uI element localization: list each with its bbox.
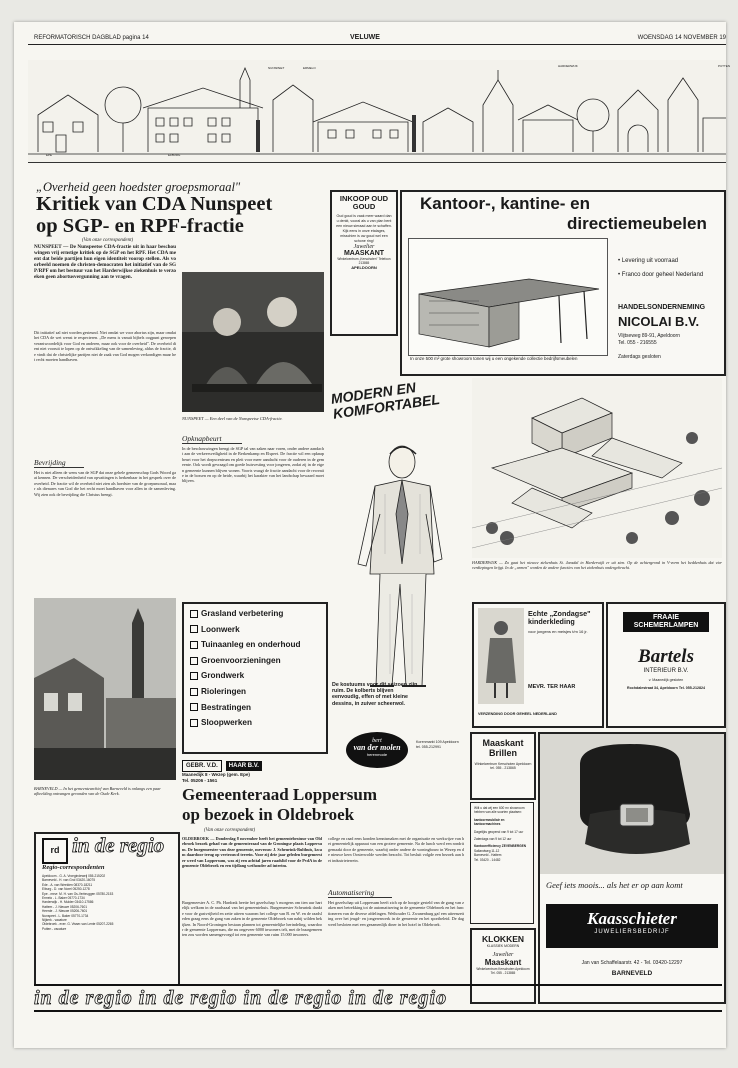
ad-fashion-brand-2: van der molen bbox=[353, 743, 401, 752]
ad-kantoor-line-6: Sallandweg 11-12 bbox=[474, 848, 500, 853]
header-right: WOENSDAG 14 NOVEMBER 19 bbox=[637, 35, 726, 41]
ad-klokken-title: KLOKKEN bbox=[481, 934, 525, 944]
ad-ter-haar-subtitle: voor jongens en meisjes t/m 16 jr. bbox=[528, 629, 588, 634]
hospital-caption: HARDERWIJK — Zo gaat het nieuwe ziekenhuis St. Jansdal in Harderwijk er uit zien. Op de achtergrond in V-vorm het beddenhuis dat vier verdiepingen krijgt. In de „armen" worden de andere functies van het ziekenhuis ondergebracht. bbox=[472, 560, 722, 570]
ad-kantoor-line-4: Zaterdags van 9 tot 12 uur bbox=[474, 837, 512, 842]
second-headline-2: op bezoek in Oldebroek bbox=[182, 805, 355, 824]
ad-nicolai-phone: Tel. 055 - 216555 bbox=[618, 340, 657, 346]
ad-gold-title: INKOOP OUD GOUD bbox=[339, 194, 389, 211]
ad-gebr-item: Grondwerk bbox=[190, 668, 320, 684]
ad-bartels-sub: INTERIEUR B.V. bbox=[643, 668, 689, 674]
desk-illustration bbox=[409, 239, 607, 355]
checkbox-icon bbox=[190, 688, 198, 696]
ad-brillen-phone: tel. 055 - 213865 bbox=[490, 766, 516, 771]
ad-fashion-brand-3: herenmode bbox=[366, 752, 388, 757]
ad-nicolai-desk-image bbox=[408, 238, 608, 356]
regio-line: Hattem - J. Nieuwe 05206-7601 bbox=[42, 904, 88, 909]
regio-line: Epe - mevr. M. H. van Os-Verbruggen 05780-2153 bbox=[42, 891, 114, 896]
church-photo bbox=[34, 598, 176, 780]
ad-gebr-logo bbox=[182, 754, 324, 770]
second-body-3: college en raad eens konden kennismaken met de organisatie en werkwijze van het gemeentelijk apparaat van een grotere gemeente. Na de lunch werd een rondrit gemaakt door de gemeente, waarbij onder andere de woningbouw in Wezep en de nieuwe kern Oosterwolde werden bezocht. Tot besluit volgde een bezoek aan het industrieterrein. bbox=[328, 836, 464, 863]
lead-headline-2: op SGP- en RPF-fractie bbox=[36, 215, 244, 237]
ad-ter-haar-mail: VERZENDING DOOR GEHEEL NEDERLAND bbox=[478, 712, 557, 716]
ad-kaasschieter-logo bbox=[546, 904, 718, 948]
ad-fashion-logo bbox=[346, 732, 408, 768]
regio-line: Apeldoorn - G. A. Vroegindeweij 055-215202 bbox=[42, 874, 106, 878]
lead-body-2: Het is niet alleen de wens van de SGP dat onze gehele gemeenschap Gods Woord gaat kennen. De verscheidenheid van opvattingen is herkenbaar in het gesprek over de overheid. De fractie wil de overheid niet zien als hoedster van de groepsmoraal, maar als dienares van God die het recht moet handhaven voor allen in de samenleving. Wij zien ook de bevrijding die Christus brengt. bbox=[34, 470, 176, 497]
ad-kantoor-line-5: Kantoorefficiency ZEVENBERGEN bbox=[474, 844, 527, 849]
regio-line: Ede - A. van Weelden 08370-18211 bbox=[42, 882, 93, 887]
banner-label-elburg: ELBURG bbox=[168, 153, 181, 157]
ad-nicolai-company-type: HANDELSONDERNEMING bbox=[618, 304, 706, 311]
second-body-1: OLDEBROEK — Donderdag 8 november heeft het gemeentebestuur van Oldebroek bezoek gehad van de gemeenteraad van de Groningse plaats Loppersum. De burgemeester van deze gemeente, mevrouw J. Scheurink-Bulthuis, kwam daardoor terug op vertrouwd terrein. Voor zij drie jaar geleden burgemeester werd van Loppersum, was zij een achttal jaren raadslid voor de PvdA in de gemeente Oldebroek en een tijdlang wethouder ad interim. bbox=[182, 836, 322, 869]
checkbox-icon bbox=[190, 719, 198, 727]
church-photo-image bbox=[34, 598, 176, 780]
ad-gebr-item: Loonwerk bbox=[190, 622, 320, 638]
ad-bert-van-der-molen bbox=[330, 374, 468, 774]
ad-bartels-brand: Bartels bbox=[638, 646, 694, 667]
regio-brand: in de regio bbox=[72, 833, 165, 857]
ad-maaskant-brillen bbox=[470, 732, 536, 800]
ad-bartels-sign-2: SCHEMERLAMPEN bbox=[633, 622, 699, 629]
lead-byline: (Van onze correspondent) bbox=[82, 238, 134, 243]
ad-nicolai-address: Vlijtseweg 89-91, Apeldoorn bbox=[618, 333, 680, 339]
ad-gold-city: APELDOORN bbox=[351, 265, 377, 270]
second-subhead-automatisering: Automatisering bbox=[328, 888, 392, 898]
newspaper-page bbox=[14, 22, 730, 1048]
ad-bartels-address: Rochdalestraat 34, Apeldoorn Tel. 055-212824 bbox=[627, 686, 705, 690]
girl-figure-icon bbox=[478, 608, 524, 704]
hospital-illustration bbox=[472, 378, 722, 558]
header-section: VELUWE bbox=[350, 34, 380, 41]
ad-nicolai-hours: Zaterdags gesloten bbox=[618, 354, 661, 360]
ad-kantoor-line-1: Wilt u dat wij een 600 m² showroom hebben van alle soorten plaatsen: bbox=[474, 806, 525, 815]
ring-box-illustration bbox=[540, 734, 724, 874]
ad-gebr-logo-right: HAAR B.V. bbox=[226, 761, 262, 771]
regional-banner bbox=[28, 60, 730, 163]
ad-fashion-headline: MODERN EN KOMFORTABEL bbox=[329, 379, 441, 422]
ad-nicolai-meubelen bbox=[400, 190, 726, 376]
banner-label-epe: EPE bbox=[46, 153, 53, 157]
ad-kaasschieter-slogan: Geef iets moois... als het er op aan komt bbox=[546, 880, 683, 890]
regio-list bbox=[42, 874, 174, 931]
ad-fashion-brand-1: bert bbox=[372, 738, 382, 744]
ad-kaasschieter-address: Jan van Schaffelaarstr. 42 - Tel. 03420-12297 bbox=[581, 960, 683, 966]
header-left: REFORMATORISCH DAGBLAD pagina 14 bbox=[34, 35, 149, 41]
lead-intro: NUNSPEET — De Nunspeetse CDA-fractie uit in haar beschouwingen vrij ernstige kritiek op de SGP en het RPF. Het CDA meent dat beide partijen hun eigen identiteit voorop stellen. Als voorbeeld noemen de christen-democraten het initiatief van de SGP/RPF om het bestuur van het Harderwijkse ziekenhuis te verzoeken geen abortusvergunning aan te vragen. bbox=[34, 244, 176, 281]
regio-line: Putten - vacature bbox=[42, 926, 67, 931]
checkbox-icon bbox=[190, 610, 198, 618]
ad-klokken-address: Winkelcentrum Kerschoten Apeldoorn bbox=[476, 967, 530, 971]
regio-line: Barneveld - H. van Grol 03420-16075 bbox=[42, 878, 95, 883]
ad-kaasschieter bbox=[538, 732, 726, 1004]
ad-bartels-sign bbox=[623, 612, 709, 632]
suit-man-illustration bbox=[330, 424, 468, 704]
regio-line: Ermelo - L. Baker 05770-1734 bbox=[42, 896, 85, 901]
ad-klokken-sub: KLASSIEK MODERN bbox=[486, 944, 520, 948]
regio-line: Nijkerk - vacature bbox=[42, 918, 67, 923]
ad-gebr-item: Grasland verbetering bbox=[190, 606, 320, 622]
cda-photo-caption: NUNSPEET — Een deel van de Nunspeetse CDA-fractie. bbox=[182, 416, 283, 421]
ad-gebr-item: Bestratingen bbox=[190, 700, 320, 716]
ad-nicolai-bullet-2: • Franco door geheel Nederland bbox=[618, 272, 704, 278]
lead-kicker: „Overheid geen hoedster groepsmoraal" bbox=[36, 180, 241, 194]
ad-gold-body: Oud goud is vaak meer waard dan u denkt, vooral als u van plan bent een nieuw sieraad aan te schaffen. Kijk eens in onze etalages, misschien is uw goud wel een schone ring! bbox=[336, 214, 392, 243]
ad-kantoor-line-3: Dagelijks geopend van 9 tot 17 uur bbox=[474, 829, 524, 834]
ad-gebr-van-der-haar bbox=[182, 602, 328, 754]
regio-line: Oldebroek - ever. G. Visser-van Lente 05207-2265 bbox=[42, 922, 114, 927]
ad-kantoorefficiency bbox=[470, 802, 534, 924]
ad-nicolai-company: NICOLAI B.V. bbox=[618, 314, 700, 329]
checkbox-icon bbox=[190, 641, 198, 649]
ad-ter-haar-title: Echte „Zondagse" kinderkleding bbox=[528, 609, 591, 626]
ad-nicolai-title-2: directiemeubelen bbox=[567, 214, 707, 233]
ad-fashion-body: De kostuums voor dit seizoen zijn ruim. De kolberts blijven eenvoudig, effen of met kleine dessins, in zuiver scheerwol. bbox=[332, 682, 418, 707]
banner-label-putten: PUTTEN bbox=[718, 64, 730, 68]
second-byline: (Van onze correspondent) bbox=[204, 828, 256, 833]
ad-kaasschieter-ring-box-photo bbox=[540, 734, 724, 874]
banner-label-nunspeet: NUNSPEET bbox=[268, 66, 285, 70]
ad-ter-haar-shop: MEVR. TER HAAR bbox=[528, 684, 576, 690]
ad-brillen-body: Winkelcentrum Kerschoten Apeldoorn bbox=[474, 762, 532, 766]
checkbox-icon bbox=[190, 672, 198, 680]
ad-bartels-note: v. Maanedijk gesloten bbox=[648, 678, 684, 682]
ad-in-de-regio bbox=[34, 832, 180, 986]
regio-section-title: Regio-correspondenten bbox=[42, 864, 105, 871]
ad-gebr-item: Sloopwerken bbox=[190, 715, 320, 731]
ad-nicolai-title-1: Kantoor-, kantine- en bbox=[420, 194, 591, 213]
banner-label-harderwijk: HARDERWIJK bbox=[558, 64, 578, 68]
ad-gold-brand: MAASKANT bbox=[343, 250, 385, 257]
cda-photo-image bbox=[182, 272, 324, 412]
checkbox-icon bbox=[190, 657, 198, 665]
lead-subhead-bevrijding: Bevrijding bbox=[34, 458, 84, 468]
church-photo-caption: BARNEVELD — In het gemeentearchief van Barneveld is onlangs een paar afbeelding ontvangen gevonden van de Oude Kerk. bbox=[34, 786, 161, 797]
ad-bartels-interieur bbox=[606, 602, 726, 728]
cda-fraction-photo bbox=[182, 272, 324, 412]
ad-klokken-brand: Maaskant bbox=[484, 958, 522, 967]
lead-headline-1: Kritiek van CDA Nunspeet bbox=[36, 193, 273, 215]
ad-kantoor-line-2: kantoormeubilair en kantoormachines bbox=[474, 817, 505, 827]
ad-gebr-item: Groenvoorzieningen bbox=[190, 653, 320, 669]
ad-kaasschieter-sub: JUWELIERSBEDRIJF bbox=[594, 929, 670, 935]
ad-gold-address: Winkelcentrum „Kerschoten" Telefoon 213865 bbox=[337, 257, 391, 265]
banner-illustration bbox=[28, 60, 726, 162]
ad-gold-brand-script: Juwelier bbox=[353, 244, 375, 250]
ad-nicolai-caption: In onze 500 m² grote showroom tonen wij u een ongekende collectie bedrijfsmeubelen bbox=[410, 356, 578, 361]
ad-nicolai-bullet-2-text: Franco door geheel Nederland bbox=[621, 272, 704, 278]
regio-line: Elburg - D. van Norel 05250-1278 bbox=[42, 887, 90, 892]
second-body-2: Burgemeester A. C. Ph. Hardonk heette het gezelschap 's morgens om tien uur hartelijk welkom in de raadszaal van het gemeentehuis. Burgemeester Scheurink dankte voor de gastvrijheid en zette uiteen waarom het college van B. en W. en de raadsleden graag eens de gang van zaken in de gemeente Oldebroek van nabij wilden bekijken. In Noord-Groningen bestaan plannen tot gemeentelijke herindeling, waardoor de gemeente Loppersum, die nu ongeveer 6000 inwoners telt, met de buurgemeenten zou worden samengevoegd tot een gemeente van ruim 15.000 inwoners. bbox=[182, 900, 322, 938]
ad-gebr-address: Maanedijk 8 - Wezep (gem. Epe) bbox=[182, 772, 250, 777]
lead-subhead-opknapbeurt: Opknapbeurt bbox=[182, 434, 242, 444]
regio-logo-icon: rd bbox=[42, 838, 68, 864]
ad-nicolai-bullet-1-text: Levering uit voorraad bbox=[621, 258, 679, 264]
ad-nicolai-bullet-1: • Levering uit voorraad bbox=[618, 258, 679, 264]
ad-kantoor-line-8: Tel. 03420 - 14482 bbox=[474, 857, 501, 862]
checkbox-icon bbox=[190, 703, 198, 711]
ad-brillen-title: Maaskant Brillen bbox=[482, 738, 524, 758]
ad-ter-haar-photo bbox=[478, 608, 524, 704]
header-rule bbox=[28, 44, 726, 45]
regio-line: Harderwijk - H. Mulder 03410-17586 bbox=[42, 900, 94, 905]
ad-kaasschieter-city: BARNEVELD bbox=[611, 970, 653, 977]
lead-body-3: In de beschouwingen brengt de SGP tal van zaken naar voren, onder andere aandacht aan de verkeersveiligheid in de Berkenkamp en Elspeet. De fractie wil een opknapbeurt voor het dorpscentrum en pleit voor meer aandacht voor de ouderen in de gemeente. Ook wordt gevraagd om goede huisvesting voor jongeren, zodat zij in de eigen gemeente kunnen blijven wonen. Voorts vraagt de fractie aandacht voor de recreatie in de bossen en op de heide, waarbij het karakter van het landschap bewaard moet blijven. bbox=[182, 446, 324, 484]
ad-klokken-phone: Tel. 055 - 213865 bbox=[490, 971, 516, 975]
checkbox-icon bbox=[190, 625, 198, 633]
ad-kantoor-line-7: Barneveld - Hattem bbox=[474, 853, 502, 858]
lead-body-1: Dit initiatief zal niet worden gesteund. Niet omdat we voor abortus zijn, maar omdat het CDA de wet wenst te respecteren. „De mens is vanuit bijbels oogpunt geroepen verantwoordelijk voor God en anderen, maar ook voor de overheid". De overheid dient niet vooruit te lopen op de ontwikkeling van de samenleving, aldus de fractie, die vindt dat de christelijke partijen niet de zaak van God mogen verkondigen maar het recht moeten handhaven. bbox=[34, 330, 176, 363]
ad-gebr-item: Tuinaanleg en onderhoud bbox=[190, 637, 320, 653]
second-headline-1: Gemeenteraad Loppersum bbox=[182, 785, 378, 804]
ad-gebr-list bbox=[184, 604, 326, 733]
regio-strip-text: in de regio in de regio in de regio in de regio bbox=[34, 987, 448, 1009]
ad-klokken-brand-script: Juwelier bbox=[492, 952, 514, 958]
ad-ter-haar bbox=[472, 602, 604, 728]
ad-bartels-sign-1: FRAAIE bbox=[652, 614, 680, 621]
regio-line: Nunspeet - L. Baker 05770-1734 bbox=[42, 913, 89, 918]
ad-gebr-logo-left: GEBR. V.D. bbox=[182, 760, 222, 772]
second-body-4: Het gezelschap uit Loppersum heeft zich op de hoogte gesteld van de gang van zaken met betrekking tot de automatisering in de gemeente Oldebroek en het functioneren van de diverse afdelingen. Wethouder G. Zwanenburg gaf een uiteenzetting over het jeugd- en jongerenwerk in de gemeente en het sportbeleid. De dag werd besloten met een gezamenlijk diner in het hotel in Oldebroek. bbox=[328, 900, 464, 927]
ad-inkoop-oud-goud bbox=[330, 190, 398, 336]
hospital-drawing bbox=[472, 378, 722, 558]
ad-gebr-phone: Tel. 05206 - 1561 bbox=[182, 778, 218, 783]
regio-line: Heerde - J. Nieuwe 05206-7601 bbox=[42, 909, 88, 914]
regio-strip bbox=[34, 984, 722, 1012]
ad-fashion-address: Korenmarkt 109 Apeldoorn tel. 055-212991 bbox=[416, 740, 459, 749]
banner-label-ermelo: ERMELO bbox=[303, 66, 316, 70]
ad-kaasschieter-brand: Kaasschieter bbox=[587, 909, 677, 928]
ad-gebr-item: Rioleringen bbox=[190, 684, 320, 700]
